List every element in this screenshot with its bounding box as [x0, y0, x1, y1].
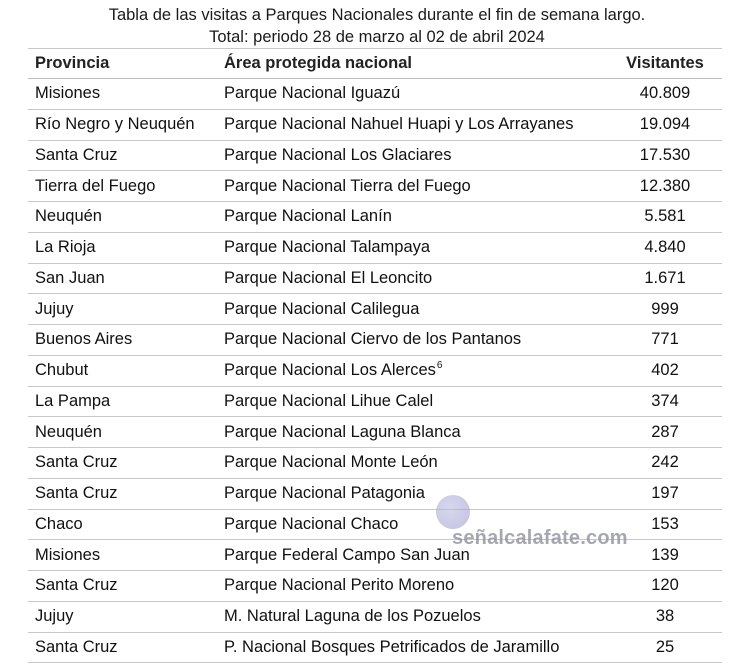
cell-visitantes: 120	[651, 576, 679, 595]
table-row	[28, 171, 722, 202]
cell-provincia: Río Negro y Neuquén	[35, 115, 195, 134]
cell-provincia: Santa Cruz	[35, 576, 118, 595]
table-row	[28, 356, 722, 387]
cell-area	[224, 233, 624, 263]
table-row	[28, 417, 722, 448]
cell-visitantes: 1.671	[644, 268, 686, 287]
table-row	[28, 294, 722, 325]
cell-provincia: Misiones	[35, 84, 101, 103]
cell-area	[224, 110, 624, 140]
cell-visitantes: 17.530	[639, 145, 691, 164]
cell-visitantes: 139	[651, 545, 679, 564]
cell-area-text: P. Nacional Bosques Petrificados de Jaramillo	[224, 637, 560, 656]
cell-provincia: Santa Cruz	[35, 484, 118, 503]
watermark-logo	[436, 495, 470, 529]
cell-visitantes: 38	[655, 607, 675, 626]
cell-area-text: Parque Nacional Iguazú	[224, 84, 401, 103]
cell-area-text: Parque Nacional Perito Moreno	[224, 576, 455, 595]
cell-provincia: Santa Cruz	[35, 637, 118, 656]
cell-visitantes: 12.380	[639, 176, 691, 195]
table-row	[28, 325, 722, 356]
visits-table	[28, 48, 722, 663]
cell-area-text: Parque Nacional Tierra del Fuego	[224, 176, 471, 195]
table-caption	[0, 4, 754, 48]
caption-title: Tabla de las visitas a Parques Nacionales durante el fin de semana largo.	[108, 6, 646, 24]
table-row	[28, 479, 722, 510]
header-area: Área protegida nacional	[224, 54, 412, 72]
table-row	[28, 202, 722, 233]
cell-visitantes: 242	[651, 453, 679, 472]
cell-area-text: Parque Nacional Los Glaciares	[224, 145, 452, 164]
cell-area-text: Parque Nacional Lanín	[224, 207, 392, 226]
cell-area	[224, 602, 624, 632]
watermark-text: señalcalafate.com	[452, 527, 628, 549]
header-visitantes: Visitantes	[626, 54, 704, 72]
cell-area	[224, 387, 624, 417]
cell-area-text: Parque Nacional Los Alerces	[224, 361, 436, 380]
cell-area-text: Parque Nacional Patagonia	[224, 484, 425, 503]
cell-area-text: Parque Nacional Laguna Blanca	[224, 422, 461, 441]
cell-area	[224, 202, 624, 232]
cell-visitantes: 40.809	[639, 84, 691, 103]
cell-provincia: Santa Cruz	[35, 453, 118, 472]
cell-visitantes: 25	[655, 637, 675, 656]
cell-area-text: Parque Nacional Nahuel Huapi y Los Arrayanes	[224, 115, 574, 134]
cell-provincia: Santa Cruz	[35, 145, 118, 164]
cell-area	[224, 571, 624, 601]
cell-visitantes: 771	[651, 330, 679, 349]
table-row	[28, 141, 722, 172]
cell-provincia: Misiones	[35, 545, 101, 564]
cell-area-text: M. Natural Laguna de los Pozuelos	[224, 607, 481, 626]
cell-area	[224, 325, 624, 355]
cell-provincia: Jujuy	[35, 607, 74, 626]
header-provincia: Provincia	[35, 54, 110, 72]
cell-area-text: Parque Nacional Monte León	[224, 453, 438, 472]
cell-area	[224, 448, 624, 478]
caption-period: Total: periodo 28 de marzo al 02 de abril 2024	[209, 28, 545, 46]
cell-area	[224, 633, 624, 663]
cell-visitantes: 197	[651, 484, 679, 503]
table-row	[28, 264, 722, 295]
table-row	[28, 448, 722, 479]
cell-provincia: Neuquén	[35, 422, 102, 441]
cell-provincia: La Rioja	[35, 238, 96, 257]
cell-area	[224, 294, 624, 324]
table-row	[28, 387, 722, 418]
cell-visitantes: 5.581	[644, 207, 686, 226]
cell-area-text: Parque Nacional Chaco	[224, 514, 399, 533]
cell-provincia: Chaco	[35, 514, 83, 533]
cell-area	[224, 171, 624, 201]
cell-area	[224, 417, 624, 447]
cell-area	[224, 141, 624, 171]
cell-area	[224, 264, 624, 294]
footnote-marker: 6	[436, 360, 443, 372]
table-row	[28, 110, 722, 141]
table-row	[28, 571, 722, 602]
cell-provincia: San Juan	[35, 268, 105, 287]
cell-area-text: Parque Nacional Lihue Calel	[224, 391, 434, 410]
table-header-row	[28, 48, 722, 79]
cell-area-text: Parque Nacional Talampaya	[224, 238, 431, 257]
cell-area	[224, 479, 624, 509]
cell-area-text: Parque Nacional El Leoncito	[224, 268, 433, 287]
cell-provincia: Chubut	[35, 361, 89, 380]
cell-visitantes: 999	[651, 299, 679, 318]
cell-provincia: Jujuy	[35, 299, 74, 318]
cell-provincia: Neuquén	[35, 207, 102, 226]
cell-provincia: La Pampa	[35, 391, 111, 410]
cell-visitantes: 153	[651, 514, 679, 533]
cell-visitantes: 4.840	[644, 238, 686, 257]
cell-visitantes: 374	[651, 391, 679, 410]
cell-provincia: Tierra del Fuego	[35, 176, 156, 195]
cell-provincia: Buenos Aires	[35, 330, 133, 349]
cell-area-text: Parque Federal Campo San Juan	[224, 545, 470, 564]
cell-visitantes: 287	[651, 422, 679, 441]
table-row	[28, 633, 722, 664]
table-row	[28, 602, 722, 633]
cell-area-text: Parque Nacional Calilegua	[224, 299, 420, 318]
cell-visitantes: 402	[651, 361, 679, 380]
cell-area-text: Parque Nacional Ciervo de los Pantanos	[224, 330, 522, 349]
cell-visitantes: 19.094	[639, 115, 691, 134]
table-row	[28, 79, 722, 110]
cell-area	[224, 356, 624, 386]
cell-area	[224, 79, 624, 109]
table-row	[28, 233, 722, 264]
